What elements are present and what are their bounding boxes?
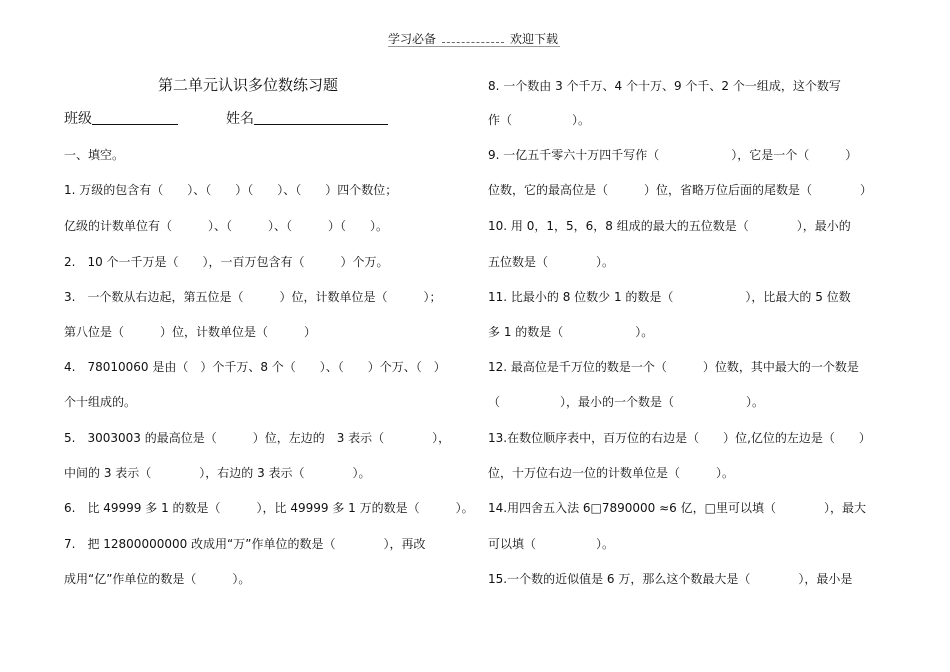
- question-line: 位数，它的最高位是（ ）位，省略万位后面的尾数是（ ）: [488, 183, 873, 197]
- question-line: 作（ ）。: [488, 113, 591, 127]
- question-line: 中间的 3 表示（ ），右边的 3 表示（ ）。: [64, 466, 371, 480]
- question-line: 9. 一亿五千零六十万四千写作（ ），它是一个（ ）: [488, 148, 858, 162]
- name-label: 姓名: [226, 111, 254, 127]
- question-line: 亿级的计数单位有（ ）、（ ）、（ ）（ ）。: [64, 219, 389, 233]
- question-line: 位，十万位右边一位的计数单位是（ ）。: [488, 466, 735, 480]
- class-blank: [92, 110, 178, 125]
- question-line: 12. 最高位是千万位的数是一个（ ）位数，其中最大的一个数是: [488, 360, 859, 374]
- header-right-text: 欢迎下载: [510, 32, 559, 46]
- question-line: 一、填空。: [64, 148, 125, 162]
- question-line: 8. 一个数由 3 个千万、4 个十万、9 个千、2 个一组成，这个数写: [488, 79, 841, 93]
- question-line: 个十组成的。: [64, 395, 137, 409]
- question-line: 4. 78010060 是由（ ）个千万、8 个（ ）、（ ）个万、（ ）: [64, 360, 446, 374]
- question-line: 2. 10 个一千万是（ ），一百万包含有（ ）个万。: [64, 255, 389, 269]
- question-line: 多 1 的数是（ ）。: [488, 325, 654, 339]
- question-line: 1. 万级的包含有（ ）、（ ）（ ）、（ ）四个数位；: [64, 183, 398, 197]
- question-line: 11. 比最小的 8 位数少 1 的数是（ ），比最大的 5 位数: [488, 290, 851, 304]
- question-line: 第八位是（ ）位，计数单位是（ ）: [64, 325, 317, 339]
- student-info: [64, 108, 388, 128]
- worksheet-title: 第二单元认识多位数练习题: [158, 76, 339, 94]
- question-line: 6. 比 49999 多 1 的数是（ ），比 49999 多 1 万的数是（ ）。: [64, 501, 474, 515]
- page-header: [388, 30, 558, 47]
- question-line: 成用“亿”作单位的数是（ ）。: [64, 572, 251, 586]
- question-line: 五位数是（ ）。: [488, 255, 615, 269]
- question-line: 10. 用 0，1，5，6，8 组成的最大的五位数是（ ），最小的: [488, 219, 851, 233]
- question-line: （ ），最小的一个数是（ ）。: [488, 395, 765, 409]
- class-label: 班级: [64, 111, 92, 127]
- header-rule: [388, 46, 560, 47]
- question-line: 13.在数位顺序表中，百万位的右边是（ ）位,亿位的左边是（ ）: [488, 431, 871, 445]
- question-line: 7. 把 12800000000 改成用“万”作单位的数是（ ），再改: [64, 537, 426, 551]
- question-line: 3. 一个数从右边起，第五位是（ ）位，计数单位是（ ）；: [64, 290, 442, 304]
- question-line: 14.用四舍五入法 6□7890000 ≈6 亿，□里可以填（ ），最大: [488, 501, 866, 515]
- header-left-text: 学习必备: [388, 32, 437, 46]
- question-line: 可以填（ ）。: [488, 537, 615, 551]
- name-blank: [254, 110, 388, 125]
- question-line: 5. 3003003 的最高位是（ ）位，左边的 3 表示（ ），: [64, 431, 451, 445]
- header-dashed-gap: [442, 33, 504, 43]
- question-line: 15.一个数的近似值是 6 万，那么这个数最大是（ ），最小是: [488, 572, 853, 586]
